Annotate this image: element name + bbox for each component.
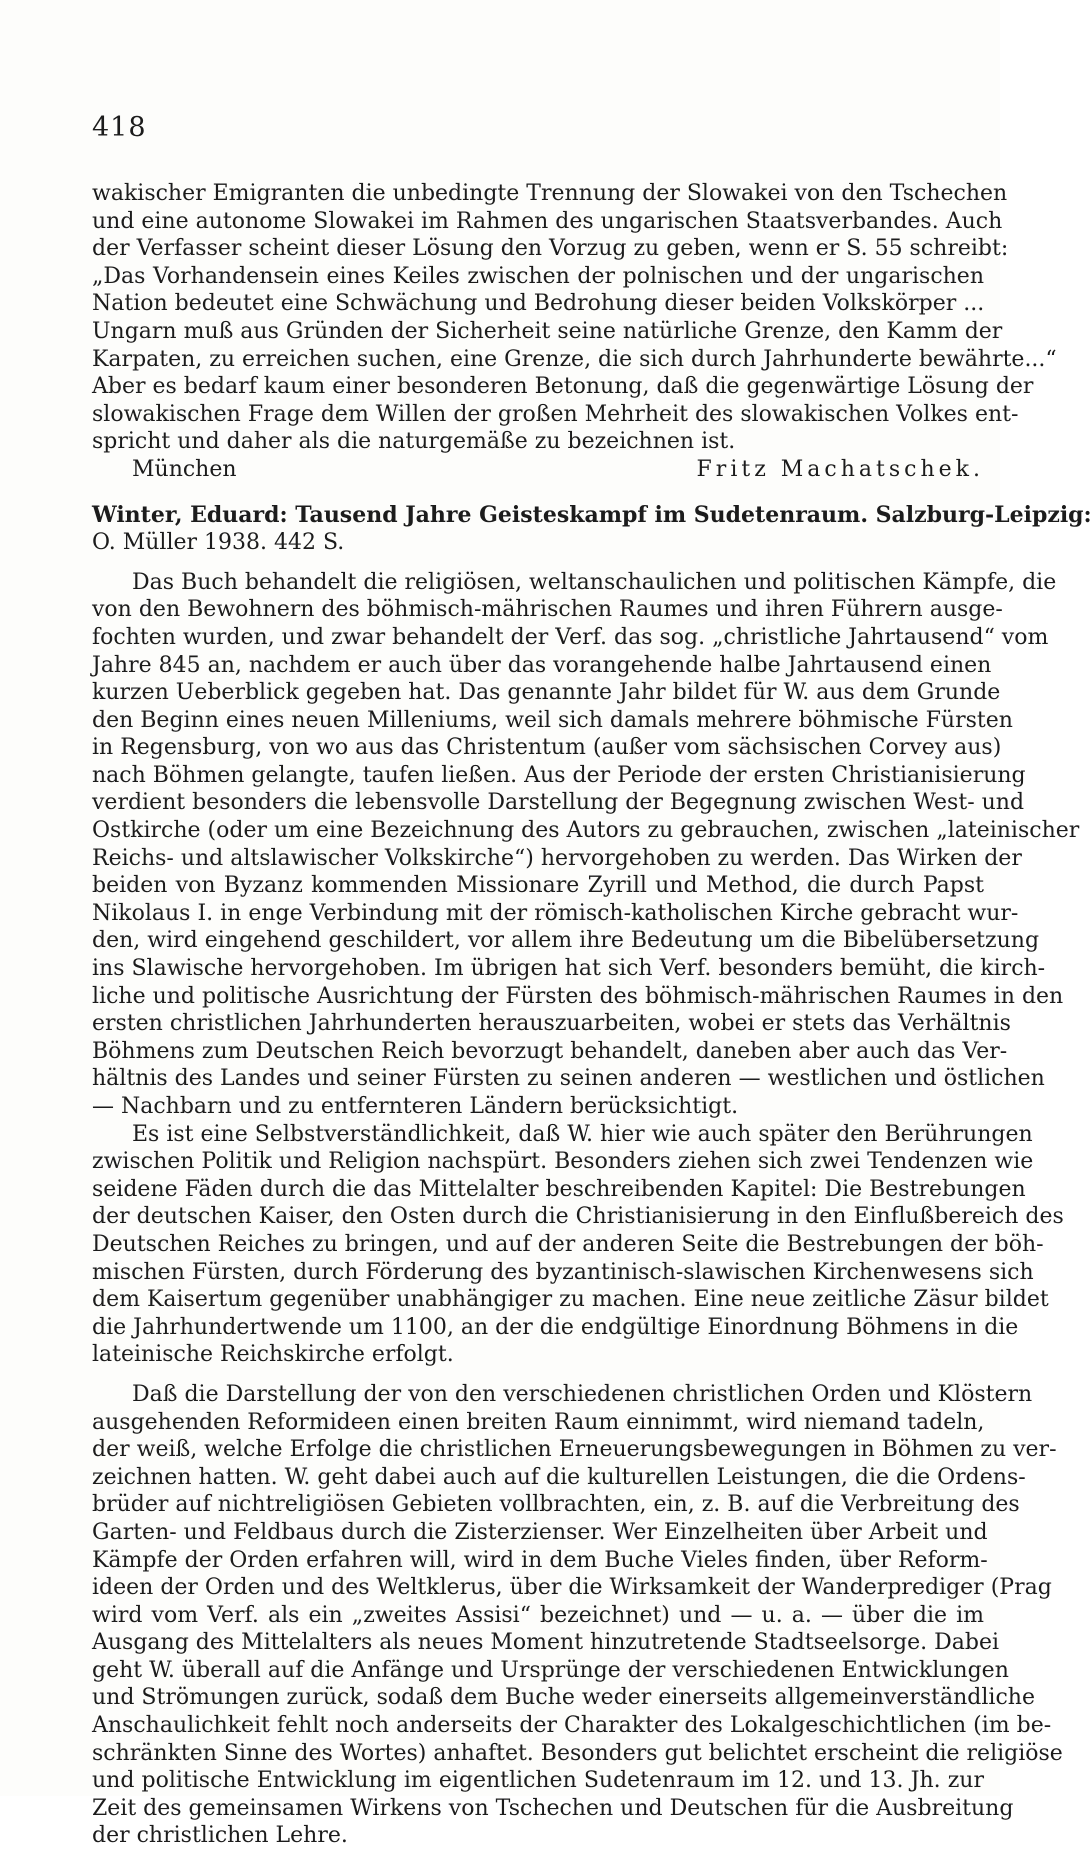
text-line: fochten wurden, und zwar behandelt der Verf. das sog. „christliche Jahrtausend“ vom (92, 624, 1049, 650)
review-1-signature-line (92, 456, 984, 484)
text-line: Karpaten, zu erreichen suchen, eine Grenze, die sich durch Jahrhunderte bewährte...“ (92, 346, 1057, 372)
text-line: hältnis des Landes und seiner Fürsten zu seinen anderen — westlichen und östlichen (92, 1066, 1045, 1092)
text-line: der deutschen Kaiser, den Osten durch die Christianisierung in den Einflußbereich des (92, 1204, 1064, 1230)
text-line: und Strömungen zurück, sodaß dem Buche weder einerseits allgemeinverständliche (92, 1685, 1035, 1711)
text-line: zeichnen hatten. W. geht dabei auch auf die kulturellen Leistungen, die die Ordens- (92, 1464, 1026, 1490)
text-line: zwischen Politik und Religion nachspürt. Besonders ziehen sich zwei Tendenzen wie (92, 1149, 1034, 1175)
text-line: lateinische Reichskirche erfolgt. (92, 1342, 454, 1368)
text-line: mischen Fürsten, durch Förderung des byzantinisch-slawischen Kirchenwesens sich (92, 1259, 1034, 1285)
text-line: seidene Fäden durch die das Mittelalter beschreibenden Kapitel: Die Bestrebungen (92, 1176, 1026, 1202)
text-line: ersten christlichen Jahrhunderten herauszuarbeiten, wobei er stets das Verhältnis (92, 1011, 1011, 1037)
text-line: der christlichen Lehre. (92, 1823, 348, 1849)
text-line: brüder auf nichtreligiösen Gebieten vollbrachten, ein, z. B. auf die Verbreitung des (92, 1492, 1020, 1518)
text-line: ins Slawische hervorgehoben. Im übrigen hat sich Verf. besonders bemüht, die kirch- (92, 956, 1046, 982)
section-gap (92, 484, 984, 502)
text-line: der weiß, welche Erfolge die christlichen Erneuerungsbewegungen in Böhmen zu ver- (92, 1437, 1057, 1463)
text-line: die Jahrhundertwende um 1100, an der die endgültige Einordnung Böhmens in die (92, 1314, 1019, 1340)
text-line: geht W. überall auf die Anfänge und Ursprünge der verschiedenen Entwicklungen (92, 1657, 1009, 1683)
text-line: ausgehenden Reformideen einen breiten Raum einnimmt, wird niemand tadeln, (92, 1409, 985, 1435)
section-gap (92, 557, 984, 569)
review-2-paragraph-2 (92, 1121, 1064, 1369)
text-line: Deutschen Reiches zu bringen, und auf der anderen Seite die Bestrebungen der böh- (92, 1231, 1044, 1257)
review-place: München (132, 456, 237, 482)
text-line: wird vom Verf. als ein „zweites Assisi“ bezeichnet) und — u. a. — über die im (92, 1602, 984, 1628)
text-line: und politische Entwicklung im eigentlichen Sudetenraum im 12. und 13. Jh. zur (92, 1768, 984, 1794)
text-line: Ostkirche (oder um eine Bezeichnung des Autors zu gebrauchen, zwischen „lateinischer (92, 818, 1080, 844)
text-line: verdient besonders die lebensvolle Darstellung der Begegnung zwischen West- und (92, 790, 1025, 816)
review-1-body (92, 180, 1057, 456)
page-text (92, 180, 1092, 1850)
text-line: ideen der Orden und des Weltklerus, über die Wirksamkeit der Wanderprediger (Prag (92, 1575, 1052, 1601)
text-line: den, wird eingehend geschildert, vor allem ihre Bedeutung um die Bibelübersetzung (92, 928, 1040, 954)
review-2-paragraph-1 (92, 569, 1080, 1121)
text-line: von den Bewohnern des böhmisch-mährischen Raumes und ihren Führern ausge- (92, 597, 1003, 623)
review-2-heading (92, 501, 1092, 557)
text-line: Nation bedeutet eine Schwächung und Bedrohung dieser beiden Volkskörper ... (92, 291, 985, 317)
text-line: spricht und daher als die naturgemäße zu bezeichnen ist. (92, 429, 736, 455)
text-line: liche und politische Ausrichtung der Fürsten des böhmisch-mährischen Raumes in den (92, 983, 1064, 1009)
text-line: Das Buch behandelt die religiösen, weltanschaulichen und politischen Kämpfe, die (132, 569, 1057, 595)
text-line: Böhmens zum Deutschen Reich bevorzugt behandelt, daneben aber auch das Ver- (92, 1038, 1008, 1064)
book-citation: O. Müller 1938. 442 S. (92, 530, 345, 556)
paragraph-gap (92, 1369, 984, 1381)
text-line: und eine autonome Slowakei im Rahmen des ungarischen Staatsverbandes. Auch (92, 208, 1003, 234)
text-line: nach Böhmen gelangte, taufen ließen. Aus der Periode der ersten Christianisierung (92, 762, 1026, 788)
text-line: Kämpfe der Orden erfahren will, wird in dem Buche Vieles finden, über Reform- (92, 1547, 988, 1573)
text-line: Anschaulichkeit fehlt noch anderseits der Charakter des Lokalgeschichtlichen (im be- (92, 1713, 1052, 1739)
text-line: Ungarn muß aus Gründen der Sicherheit seine natürliche Grenze, den Kamm der (92, 318, 1003, 344)
text-line: in Regensburg, von wo aus das Christentum (außer vom sächsischen Corvey aus) (92, 735, 1002, 761)
text-line: Reichs- und altslawischer Volkskirche“) hervorgehoben zu werden. Das Wirken der (92, 845, 1022, 871)
text-line: Nikolaus I. in enge Verbindung mit der römisch-katholischen Kirche gebracht wur- (92, 900, 1019, 926)
page-number: 418 (92, 112, 147, 143)
text-line: „Das Vorhandensein eines Keiles zwischen der polnischen und der ungarischen (92, 263, 984, 289)
text-line: Jahre 845 an, nachdem er auch über das vorangehende halbe Jahrtausend einen (92, 652, 992, 678)
text-line: kurzen Ueberblick gegeben hat. Das genannte Jahr bildet für W. aus dem Grunde (92, 680, 1001, 706)
text-line: schränkten Sinne des Wortes) anhaftet. Besonders gut belichtet erscheint die religiöse (92, 1740, 1063, 1766)
text-line: der Verfasser scheint dieser Lösung den Vorzug zu geben, wenn er S. 55 schreibt: (92, 236, 1009, 262)
text-line: dem Kaisertum gegenüber unabhängiger zu machen. Eine neue zeitliche Zäsur bildet (92, 1287, 1049, 1313)
text-line: — Nachbarn und zu entfernteren Ländern berücksichtigt. (92, 1094, 739, 1119)
text-line: Ausgang des Mittelalters als neues Moment hinzutretende Stadtseelsorge. Dabei (92, 1630, 1000, 1656)
text-line: beiden von Byzanz kommenden Missionare Zyrill und Method, die durch Papst (92, 873, 984, 899)
text-line: den Beginn eines neuen Milleniums, weil sich damals mehrere böhmische Fürsten (92, 707, 1013, 733)
text-line: slowakischen Frage dem Willen der großen Mehrheit des slowakischen Volkes ent- (92, 401, 1019, 427)
review-author-signature: Fritz Machatschek. (696, 456, 984, 482)
text-line: Es ist eine Selbstverständlichkeit, daß W. hier wie auch später den Berührungen (132, 1121, 1033, 1147)
text-line: Aber es bedarf kaum einer besonderen Betonung, daß die gegenwärtige Lösung der (92, 374, 1034, 400)
text-line: Daß die Darstellung der von den verschiedenen christlichen Orden und Klöstern (132, 1381, 1033, 1407)
review-2-paragraph-3 (92, 1381, 1063, 1850)
book-citation: Winter, Eduard: Tausend Jahre Geisteskampf im Sudetenraum. Salzburg-Leipzig: (92, 501, 1092, 528)
text-line: Zeit des gemeinsamen Wirkens von Tschechen und Deutschen für die Ausbreitung (92, 1795, 1014, 1821)
text-line: wakischer Emigranten die unbedingte Trennung der Slowakei von den Tschechen (92, 181, 1008, 206)
text-line: Garten- und Feldbaus durch die Zisterzienser. Wer Einzelheiten über Arbeit und (92, 1519, 988, 1545)
